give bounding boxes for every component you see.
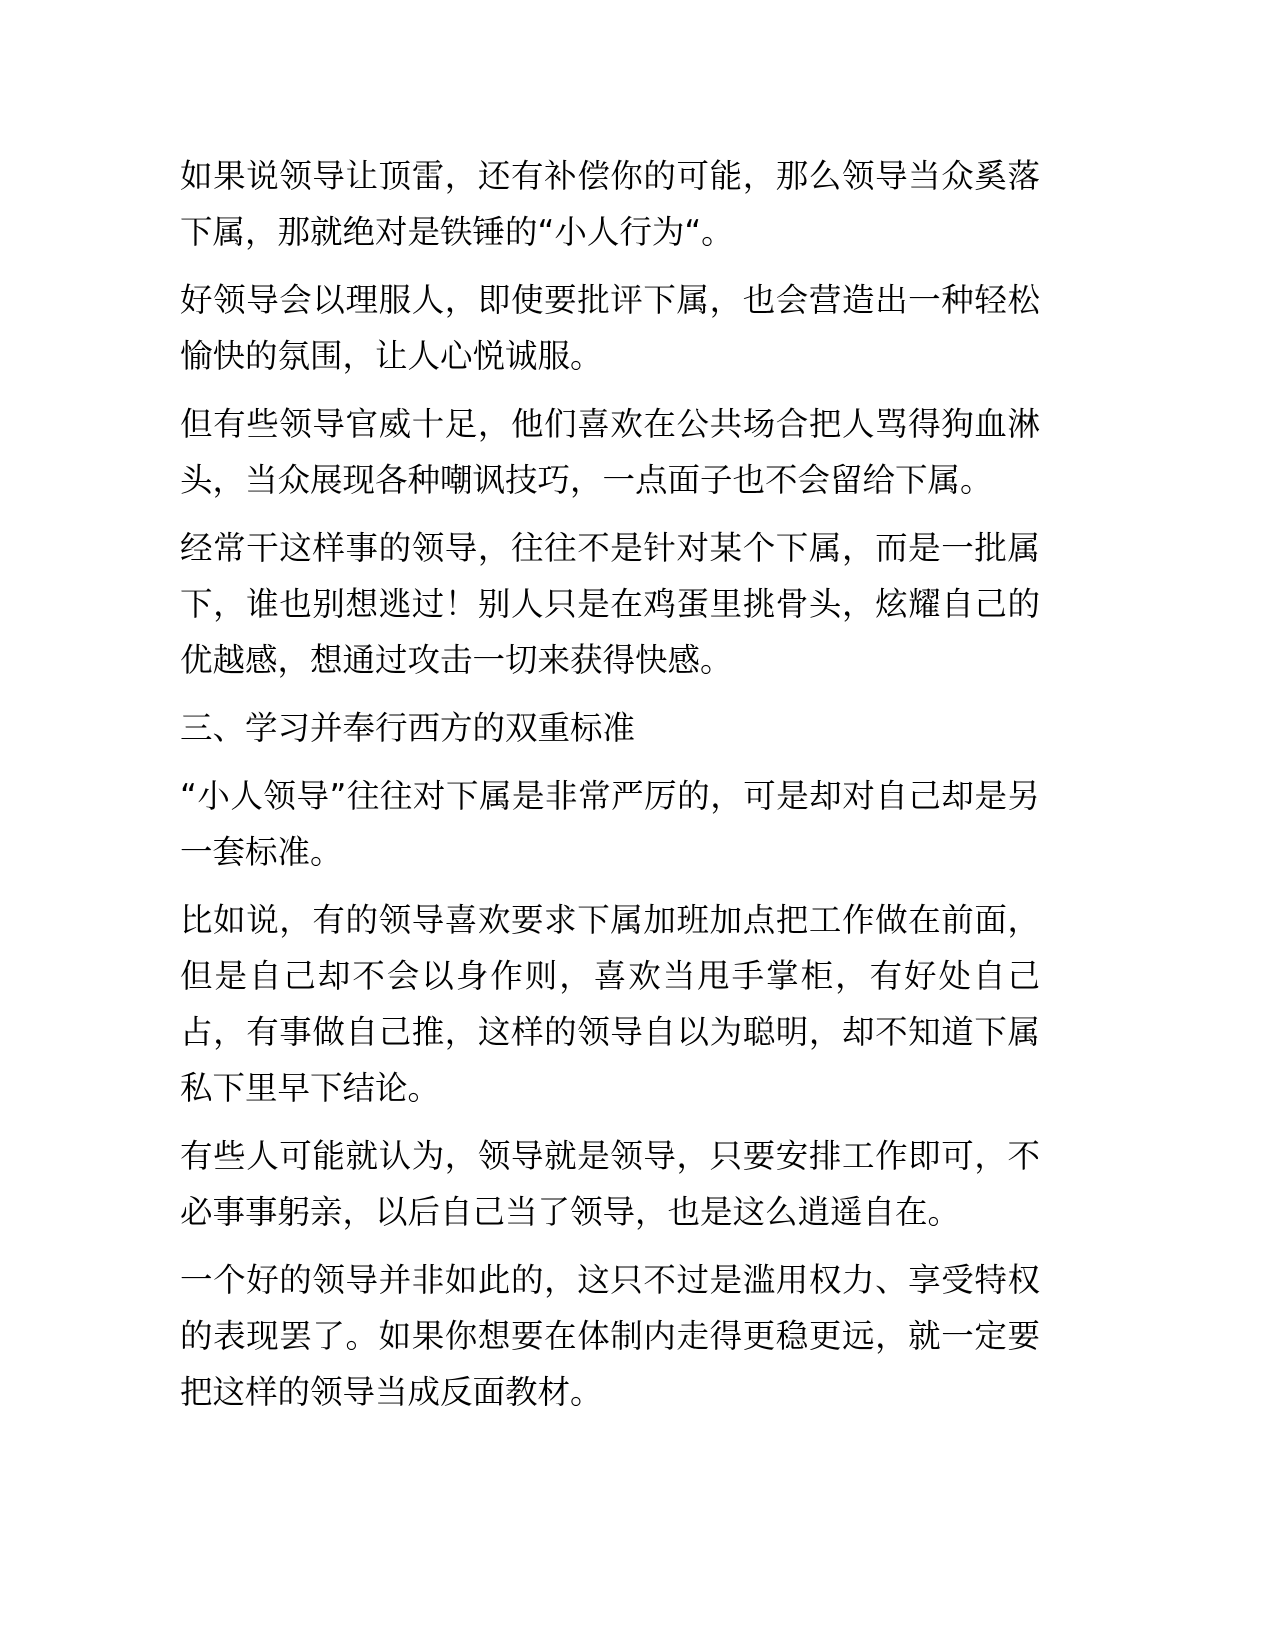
paragraph-7: 有些人可能就认为，领导就是领导，只要安排工作即可，不必事事躬亲，以后自己当了领导，也是这么逍遥自在。	[180, 1137, 1040, 1231]
paragraph-4: 经常干这样事的领导，往往不是针对某个下属，而是一批属下，谁也别想逃过！别人只是在鸡蛋里挑骨头，炫耀自己的优越感，想通过攻击一切来获得快感。	[180, 529, 1040, 679]
paragraph-1: 如果说领导让顶雷，还有补偿你的可能，那么领导当众奚落下属，那就绝对是铁锤的“小人行为“。	[180, 157, 1040, 251]
paragraph-6: 比如说，有的领导喜欢要求下属加班加点把工作做在前面，但是自己却不会以身作则，喜欢当甩手掌柜，有好处自己占，有事做自己推，这样的领导自以为聪明，却不知道下属私下里早下结论。	[180, 901, 1040, 1107]
paragraph-8: 一个好的领导并非如此的，这只不过是滥用权力、享受特权的表现罢了。如果你想要在体制内走得更稳更远，就一定要把这样的领导当成反面教材。	[180, 1261, 1040, 1411]
document-body	[180, 148, 1040, 1432]
paragraph-3: 但有些领导官威十足，他们喜欢在公共场合把人骂得狗血淋头，当众展现各种嘲讽技巧，一点面子也不会留给下属。	[180, 405, 1040, 499]
paragraph-5: “小人领导”往往对下属是非常严厉的，可是却对自己却是另一套标准。	[180, 777, 1040, 871]
section-heading: 三、学习并奉行西方的双重标准	[180, 709, 636, 747]
paragraph-2: 好领导会以理服人，即使要批评下属，也会营造出一种轻松愉快的氛围，让人心悦诚服。	[180, 281, 1040, 375]
